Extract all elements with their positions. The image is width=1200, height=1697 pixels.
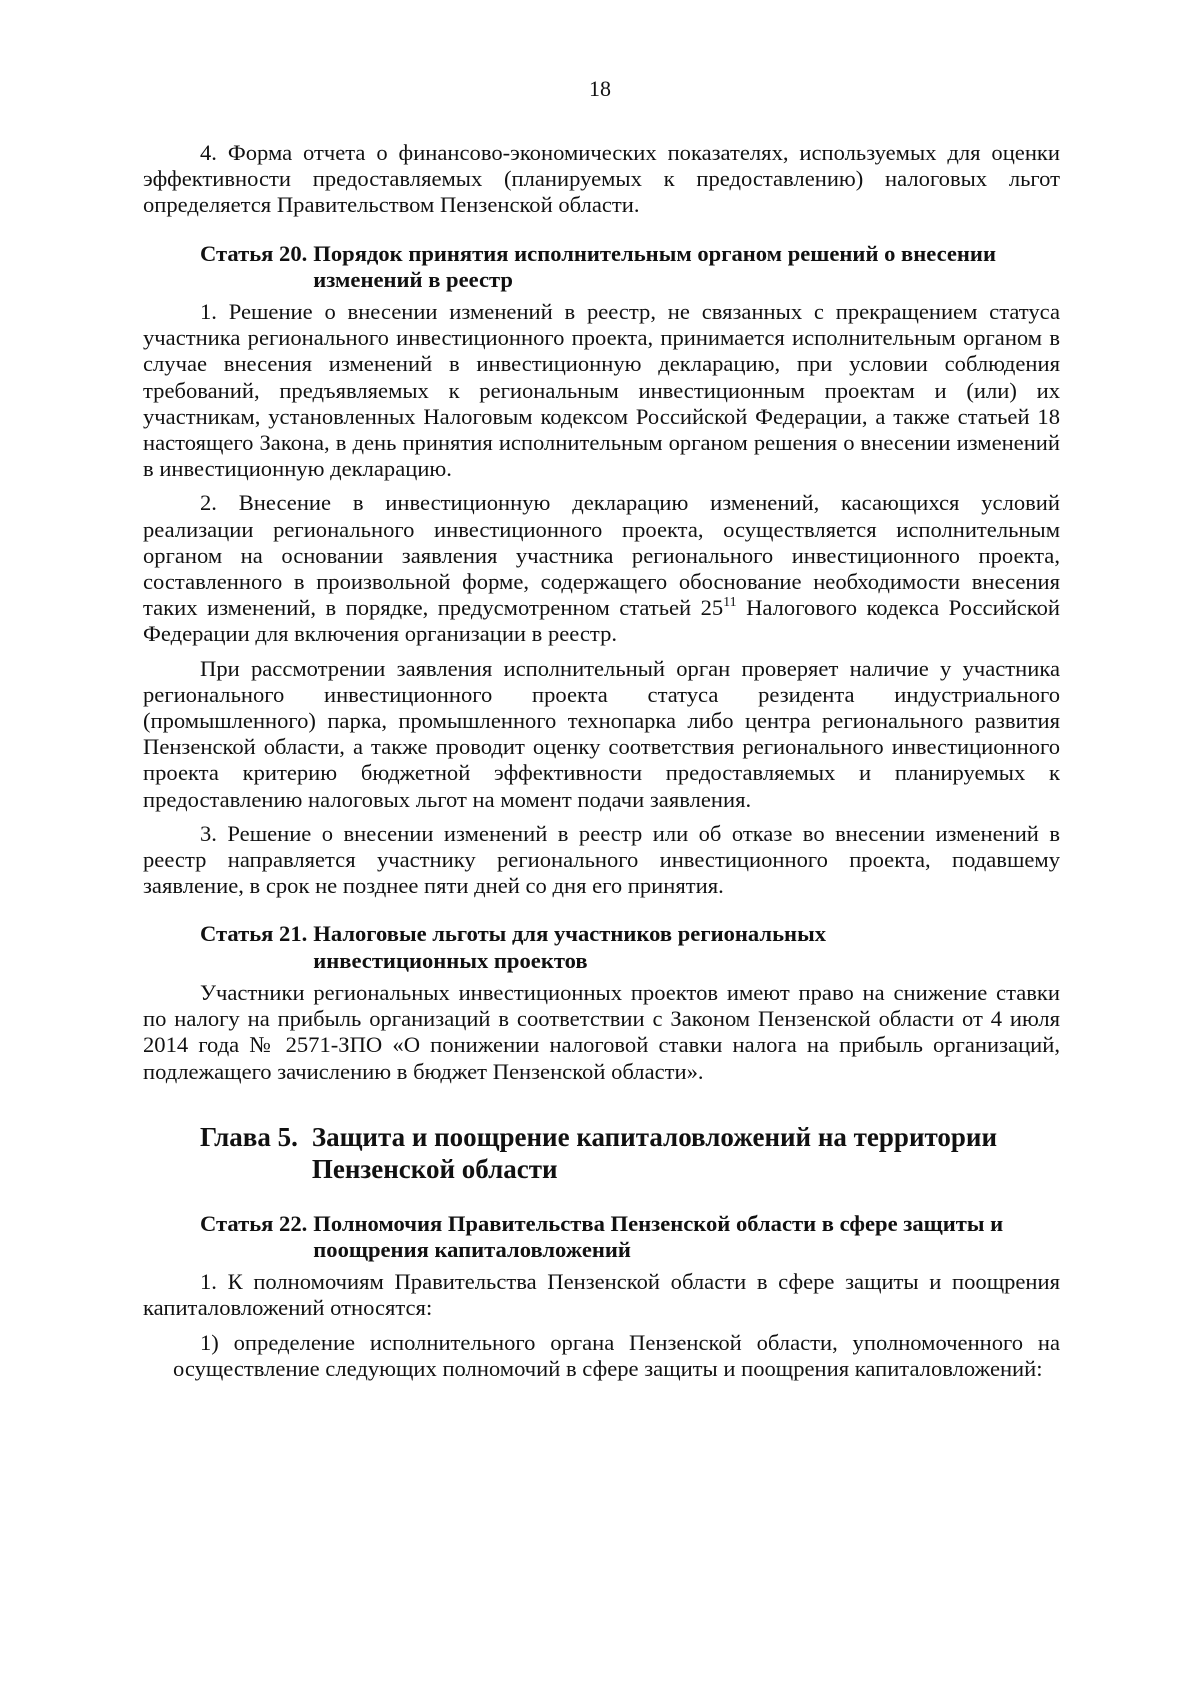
article-20-paragraph-4: 3. Решение о внесении изменений в реестр или об отказе во внесении изменений в реестр направляется участнику регионального инвестиционного проекта, подавшему заявление, в срок не позднее пяти дней со дня его принятия. xyxy=(143,820,1060,899)
article-21-heading xyxy=(143,921,1060,973)
page-number: 18 xyxy=(589,76,611,101)
article-20-paragraph-3: При рассмотрении заявления исполнительный орган проверяет наличие у участника регионального инвестиционного проекта статуса резидента индустриального (промышленного) парка, промышленного технопарка либо центра регионального развития Пензенской области, а также проводит оценку соответствия регионального инвестиционного проекта критерию бюджетной эффективности предоставляемых и планируемых к предоставлению налоговых льгот на момент подачи заявления. xyxy=(143,655,1060,812)
article-20-title: Порядок принятия исполнительным органом решений о внесении изменений в реестр xyxy=(313,240,996,292)
article-22-paragraph-1: 1. К полномочиям Правительства Пензенской области в сфере защиты и поощрения капиталовложений относятся: xyxy=(143,1269,1060,1321)
article-20-paragraph-2-text-a: 2. Внесение в инвестиционную декларацию изменений, касающихся условий реализации регионального инвестиционного проекта, осуществляется исполнительным органом на основании заявления участника регионального инвестиционного проекта, составленного в произвольной форме, содержащего обоснование необходимости внесения таких изменений, в порядке, предусмотренном статьей 25 xyxy=(143,490,1060,621)
page-content xyxy=(143,0,1060,1382)
article-20-paragraph-1: 1. Решение о внесении изменений в реестр, не связанных с прекращением статуса участника регионального инвестиционного проекта, принимается исполнительным органом в случае внесения изменений в инвестиционную декларацию, при условии соблюдения требований, предъявляемых к региональным инвестиционным проектам и (или) их участникам, установленных Налоговым кодексом Российской Федерации, а также статьей 18 настоящего Закона, в день принятия исполнительным органом решения о внесении изменений в инвестиционную декларацию. xyxy=(143,299,1060,482)
chapter-5-title: Защита и поощрение капиталовложений на территории Пензенской области xyxy=(311,1121,998,1184)
article-20-paragraph-2 xyxy=(143,490,1060,647)
article-21-number: Статья 21. xyxy=(200,921,308,947)
article-20-number: Статья 20. xyxy=(200,240,308,266)
article-22-paragraph-2: 1) определение исполнительного органа Пензенской области, уполномоченного на осуществление следующих полномочий в сфере защиты и поощрения капиталовложений: xyxy=(173,1329,1060,1381)
article-21-paragraph-1: Участники региональных инвестиционных проектов имеют право на снижение ставки по налогу на прибыль организаций в соответствии с Законом Пензенской области от 4 июля 2014 года № 2571-ЗПО «О понижении налоговой ставки налога на прибыль организаций, подлежащего зачислению в бюджет Пензенской области». xyxy=(143,979,1060,1084)
chapter-5-number: Глава 5. xyxy=(200,1121,298,1152)
article-22-number: Статья 22. xyxy=(200,1210,308,1236)
article-22-title: Полномочия Правительства Пензенской области в сфере защиты и поощрения капиталовложений xyxy=(313,1210,1004,1262)
article-20-paragraph-2-superscript: 11 xyxy=(723,595,737,611)
article-20-paragraph-2-text-b: Налогового кодекса Российской Федерации для включения организации в реестр. xyxy=(143,595,1061,647)
article-22-heading xyxy=(143,1211,1060,1263)
article-20-heading xyxy=(143,241,1060,293)
paragraph-intro: 4. Форма отчета о финансово-экономических показателях, используемых для оценки эффективности предоставляемых (планируемых к предоставлению) налоговых льгот определяется Правительством Пензенской области. xyxy=(143,140,1060,218)
article-21-title: Налоговые льготы для участников региональных инвестиционных проектов xyxy=(313,921,827,973)
chapter-5-heading xyxy=(143,1121,1060,1185)
